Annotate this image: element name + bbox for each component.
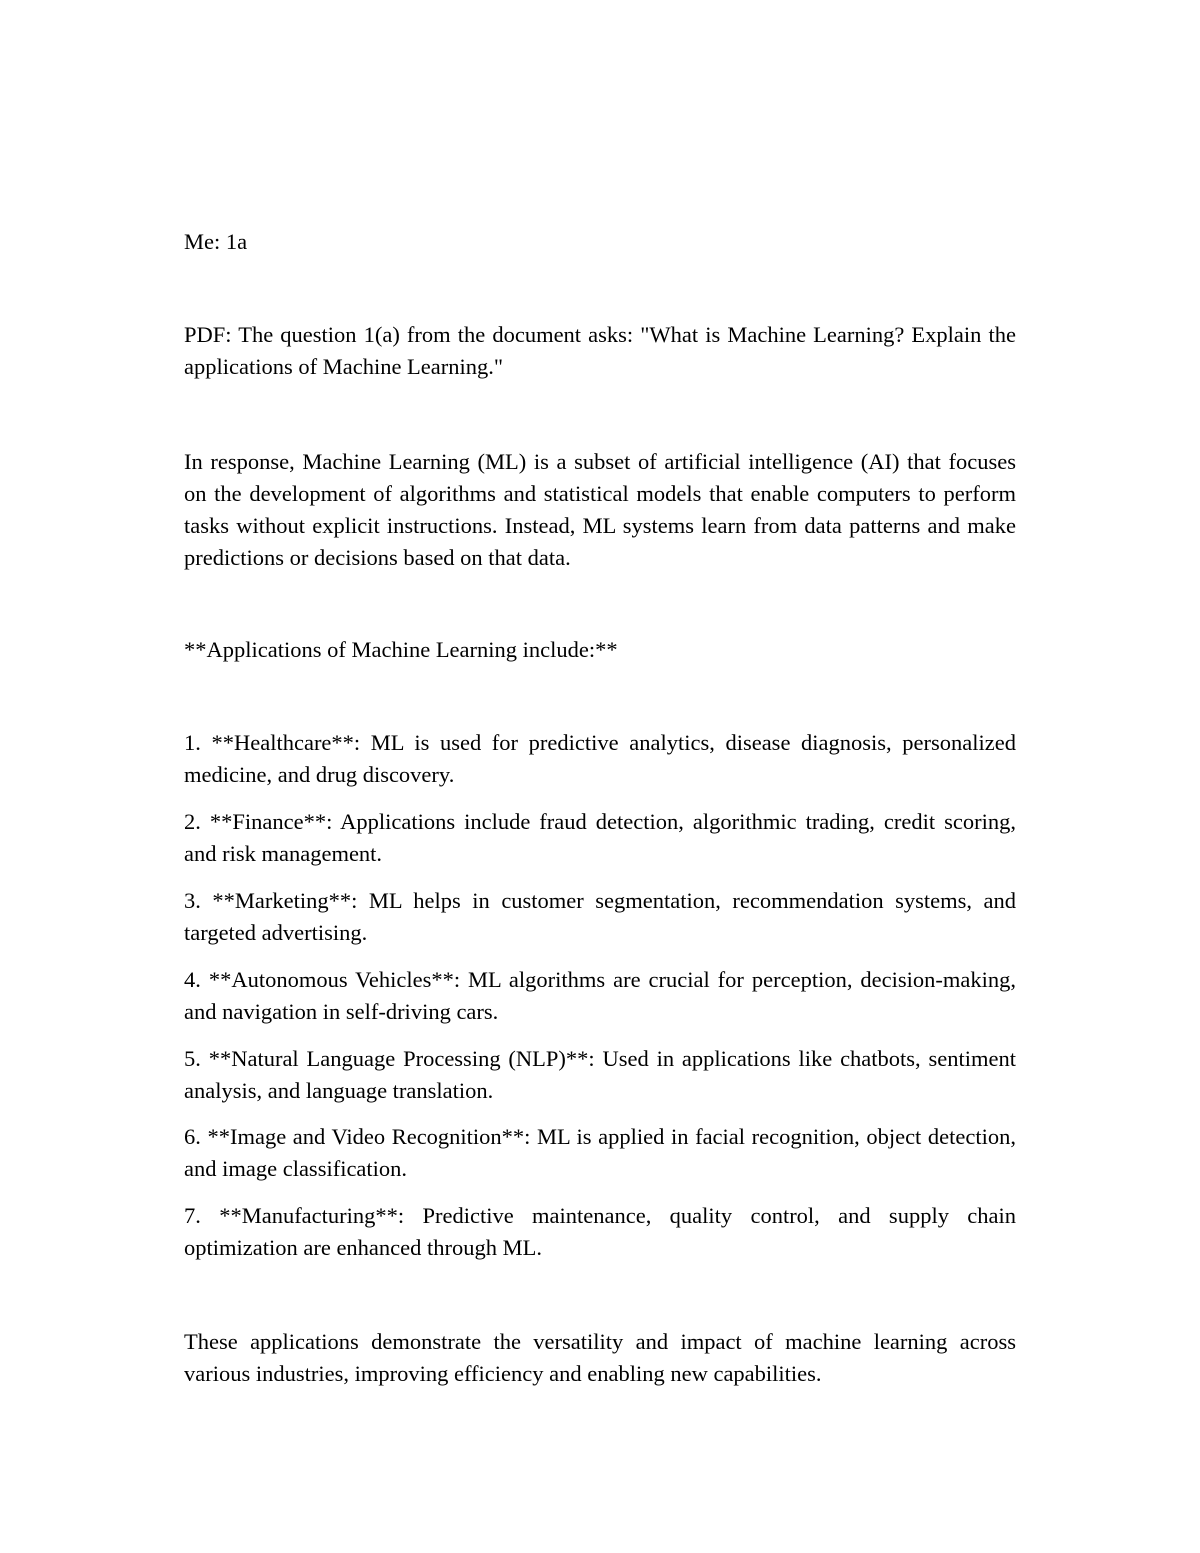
speaker-line: Me: 1a xyxy=(184,229,248,254)
application-item-autonomous-vehicles: 4. **Autonomous Vehicles**: ML algorithms are crucial for perception, decision-making, and navigation in self-driving cars. xyxy=(184,967,1016,1024)
application-item-finance: 2. **Finance**: Applications include fraud detection, algorithmic trading, credit scoring, and risk management. xyxy=(184,809,1016,866)
application-item-manufacturing: 7. **Manufacturing**: Predictive maintenance, quality control, and supply chain optimization are enhanced through ML. xyxy=(184,1203,1016,1260)
response-paragraph: In response, Machine Learning (ML) is a subset of artificial intelligence (AI) that focuses on the development of algorithms and statistical models that enable computers to perform tasks without explicit instructions. Instead, ML systems learn from data patterns and make predictions or decisions based on that data. xyxy=(184,449,1016,570)
application-item-marketing: 3. **Marketing**: ML helps in customer segmentation, recommendation systems, and targeted advertising. xyxy=(184,888,1016,945)
question-paragraph: PDF: The question 1(a) from the document asks: "What is Machine Learning? Explain the applications of Machine Learning." xyxy=(184,322,1016,379)
application-item-healthcare: 1. **Healthcare**: ML is used for predictive analytics, disease diagnosis, personalized medicine, and drug discovery. xyxy=(184,730,1016,787)
application-item-nlp: 5. **Natural Language Processing (NLP)**: Used in applications like chatbots, sentiment analysis, and language translation. xyxy=(184,1046,1016,1103)
closing-paragraph: These applications demonstrate the versatility and impact of machine learning across various industries, improving efficiency and enabling new capabilities. xyxy=(184,1329,1016,1386)
application-item-image-video-recognition: 6. **Image and Video Recognition**: ML is applied in facial recognition, object detection, and image classification. xyxy=(184,1124,1016,1181)
applications-heading: **Applications of Machine Learning include:** xyxy=(184,637,618,662)
